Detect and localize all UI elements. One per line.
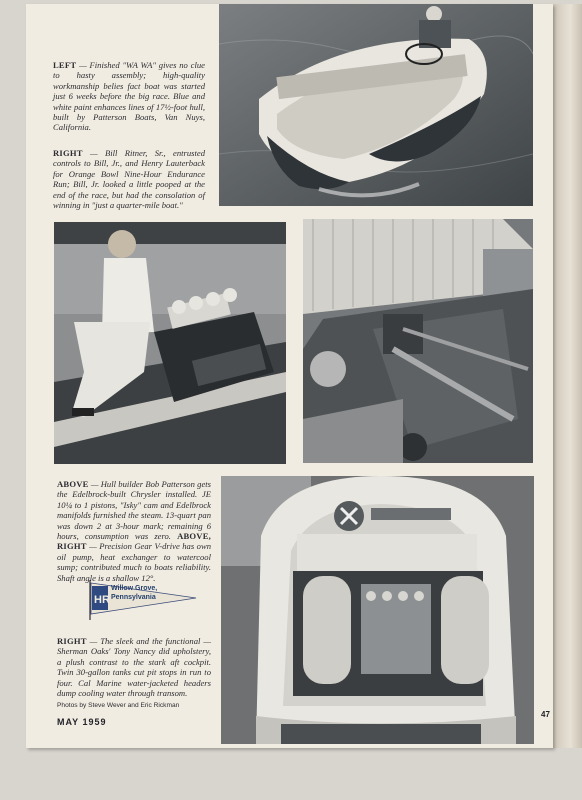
caption-right-bottom	[57, 636, 211, 698]
caption-right	[53, 148, 205, 210]
caption-above-lead: ABOVE	[57, 479, 89, 489]
issue-date: MAY 1959	[57, 717, 107, 727]
photo-boat-on-water	[219, 4, 533, 206]
caption-above-text: — Hull builder Bob Patterson gets the Edelbrock-built Chrysler installed. JE 10¼ to 1 pistons, "Isky" cam and Edelbrock manifolds furnished the steam. 13-quart pan was down 2 at 3-hour mark; remaining 6 hours, consumption was zero.	[57, 479, 211, 542]
pennant-letters: HR	[94, 594, 110, 606]
caption-above-right-lead: ABOVE, RIGHT	[57, 531, 211, 552]
pennant-line2: Pennsylvania	[111, 593, 156, 601]
photo-cockpit-tanks	[221, 476, 534, 744]
caption-right-lead: RIGHT	[53, 148, 83, 158]
photo-v-drive	[303, 219, 533, 463]
page-number: 47	[541, 710, 550, 719]
caption-above	[57, 479, 211, 583]
page-edge	[553, 4, 582, 748]
caption-right-bottom-lead: RIGHT	[57, 636, 87, 646]
pennant-line1: Willow Grove,	[111, 585, 158, 592]
photo-engine-installation	[54, 222, 286, 464]
caption-right-text: — Bill Ritner, Sr., entrusted controls to Bill, Jr., and Henry Lauterback for Orange Bowl Nine-Hour Endurance Run; Bill, Jr. looked a little pooped at the end of the race, but had the consolation of winning in "just a quarter-mile boat."	[53, 148, 205, 211]
caption-left-lead: LEFT	[53, 60, 77, 70]
photo-credit: Photos by Steve Wever and Eric Rickman	[57, 702, 180, 709]
pennant-location	[111, 585, 157, 602]
caption-left	[53, 60, 205, 133]
caption-above-right-text: — Precision Gear V-drive has own oil pump, heat exchanger to watercool sump; contributed much to boats reliability. Shaft angle is a shallow 12°.	[57, 541, 211, 583]
caption-left-text: — Finished "WA WA" gives no clue to hasty assembly; high-quality workmanship belies fact boat was started just 6 weeks before the big race. Blue and white paint enhances lines of 17½-foot hull, built by Patterson Boats, Van Nuys, California.	[53, 60, 205, 133]
caption-right-bottom-text: — The sleek and the functional — Sherman Oaks' Tony Nancy did upholstery, a plush contrast to the stark aft cockpit. Twin 30-gallon tanks cut pit stops in run to four. Cal Marine water-jacketed headers dump cooling water through transom.	[57, 636, 211, 699]
